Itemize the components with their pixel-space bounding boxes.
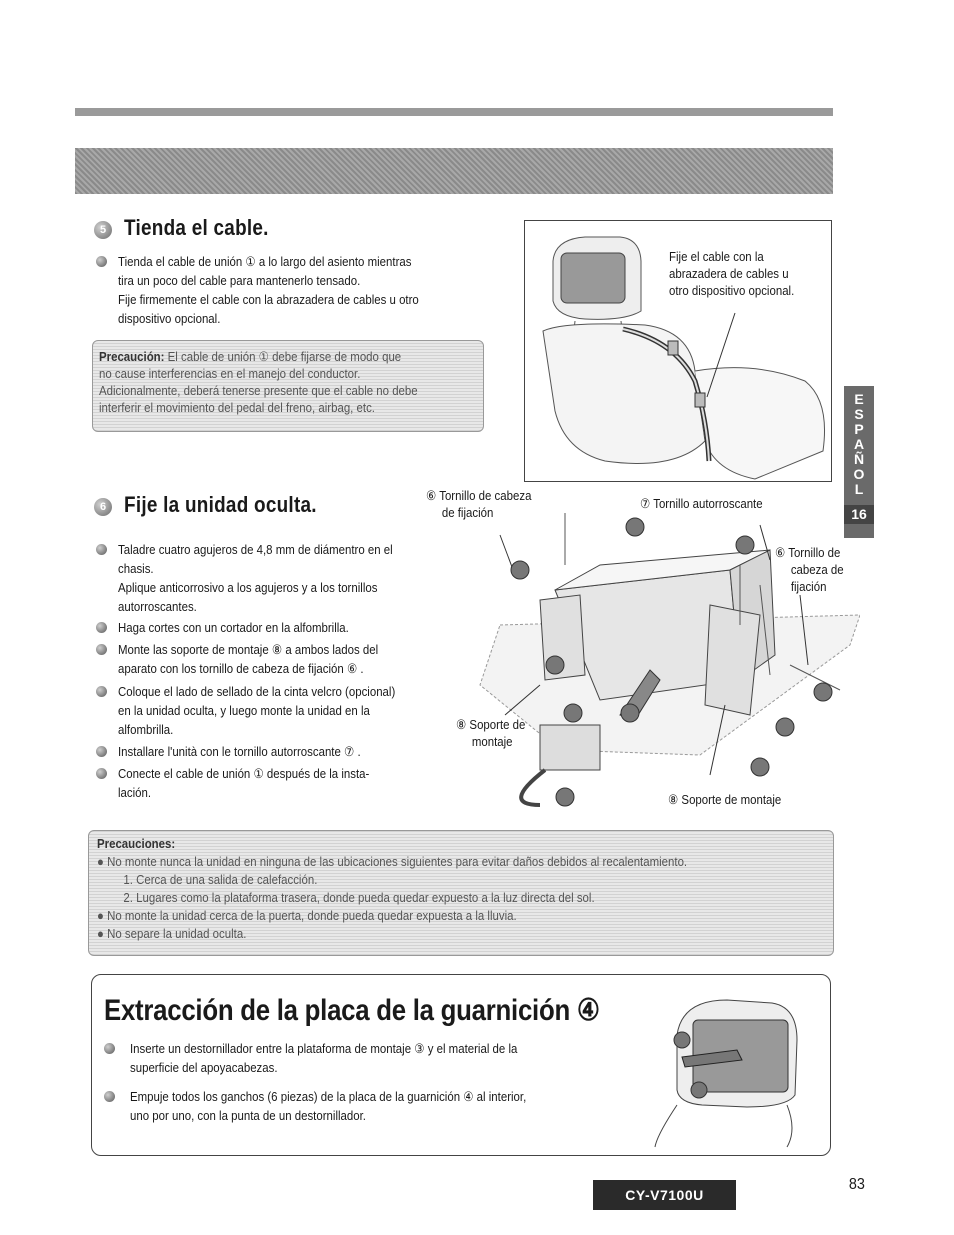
figure-label-screw-head: de fijación: [441, 505, 494, 520]
precaution-bullet-icon: ●: [97, 854, 108, 869]
step-number-icon: [96, 544, 107, 555]
step-line: Fije firmemente el cable con la abrazadera de cables u otro: [118, 292, 419, 307]
figure-label-screw-head: ⑥ Tornillo de cabeza: [426, 488, 532, 503]
caution-box: [92, 340, 484, 432]
precautions-label: Precauciones:: [97, 836, 176, 851]
step-line: Coloque el lado de sellado de la cinta velcro (opcional): [118, 684, 396, 699]
tab-letter: O: [853, 466, 865, 482]
precaution-bullet-icon: ●: [97, 908, 108, 923]
step-line: lación.: [118, 785, 152, 800]
seat-caption: Fije el cable con la: [669, 249, 764, 264]
figure-label-screw-head-right: fijación: [790, 579, 827, 594]
tab-letter: L: [854, 481, 864, 497]
step-number-icon: [96, 644, 107, 655]
step-line: en la unidad oculta, y luego monte la unidad en la: [118, 703, 370, 718]
headrest-illustration: [647, 995, 822, 1150]
step-line: autorroscantes.: [118, 599, 197, 614]
tab-letter: S: [854, 406, 864, 422]
figure-label-bracket: montaje: [471, 734, 513, 749]
precaution-bullet-icon: ●: [97, 926, 108, 941]
step-line: aparato con los tornillo de cabeza de fijación ⑥ .: [118, 661, 364, 676]
step-line: Inserte un destornillador entre la plataforma de montaje ③ y el material de la: [130, 1041, 518, 1056]
step-line: Haga cortes con un cortador en la alfombrilla.: [118, 620, 349, 635]
step-line: dispositivo opcional.: [118, 311, 221, 326]
step-number-icon: [96, 256, 107, 267]
seat-caption: otro dispositivo opcional.: [669, 283, 795, 298]
step-number-icon: [104, 1043, 115, 1054]
step-number-icon: [96, 686, 107, 697]
precaution-line: 1. Cerca de una salida de calefacción.: [123, 872, 318, 887]
caution-line: Adicionalmente, deberá tenerse presente que el cable no debe: [99, 383, 418, 398]
section6-heading: [94, 492, 317, 517]
section5-number-icon: 5: [94, 221, 112, 239]
figure-label-bracket: ⑧ Soporte de: [456, 717, 526, 732]
step-line: Taladre cuatro agujeros de 4,8 mm de diámentro en el: [118, 542, 393, 557]
figure-label-screw-head-right: ⑥ Tornillo de: [775, 545, 841, 560]
step-number-icon: [96, 746, 107, 757]
figure-label-bracket-bottom: ⑧ Soporte de montaje: [668, 792, 782, 807]
precaution-line: No separe la unidad oculta.: [107, 926, 247, 941]
tab-page-number: 16: [844, 505, 874, 524]
step-line: uno por uno, con la punta de un destornillador.: [130, 1108, 366, 1123]
seat-figure: [524, 220, 832, 482]
figure-label-screw-head-right: cabeza de: [790, 562, 844, 577]
tab-letter: Ñ: [853, 451, 865, 467]
page-number: 83: [848, 1176, 865, 1193]
section5-heading: [94, 215, 269, 240]
step-line: Empuje todos los ganchos (6 piezas) de la placa de la guarnición ④ al interior,: [130, 1089, 527, 1104]
header-band: [75, 148, 833, 194]
step-line: Conecte el cable de unión ① después de la insta-: [118, 766, 370, 781]
precaution-line: 2. Lugares como la plataforma trasera, donde pueda quedar expuesto a la luz directa del sol.: [123, 890, 595, 905]
trim-title: Extracción de la placa de la guarnición ④: [104, 994, 600, 1027]
step-line: superficie del apoyacabezas.: [130, 1060, 278, 1075]
caution-label: Precaución:: [99, 349, 165, 364]
model-badge: CY-V7100U: [593, 1180, 736, 1210]
section6-title: Fije la unidad oculta.: [124, 492, 317, 517]
step-line: tira un poco del cable para mantenerlo tensado.: [118, 273, 361, 288]
step-line: alfombrilla.: [118, 722, 174, 737]
section5-title: Tienda el cable.: [124, 215, 269, 240]
tab-letter: E: [854, 391, 864, 407]
step-number-icon: [96, 768, 107, 779]
step-line: Monte las soporte de montaje ⑧ a ambos lados del: [118, 642, 379, 657]
tab-letter: A: [853, 436, 865, 452]
caution-line: no cause interferencias en el manejo del conductor.: [99, 366, 361, 381]
step-line: Installare l'unità con le tornillo autorroscante ⑦ .: [118, 744, 361, 759]
trim-section: [91, 974, 831, 1156]
step-line: chasis.: [118, 561, 154, 576]
step-number-icon: [104, 1091, 115, 1102]
precaution-line: No monte nunca la unidad en ninguna de las ubicaciones siguientes para evitar daños debidos al recalentamiento.: [107, 854, 688, 869]
figure-label-self-tap: ⑦ Tornillo autorroscante: [640, 496, 763, 511]
precaution-line: No monte la unidad cerca de la puerta, donde pueda quedar expuesta a la lluvia.: [107, 908, 517, 923]
step-line: Aplique anticorrosivo a los agujeros y a los tornillos: [118, 580, 378, 595]
section6-number-icon: 6: [94, 498, 112, 516]
seat-caption: abrazadera de cables u: [669, 266, 789, 281]
precautions-box: [88, 830, 834, 956]
caution-line: interferir el movimiento del pedal del freno, airbag, etc.: [99, 400, 375, 415]
tab-letter: P: [854, 421, 864, 437]
top-rule: [75, 108, 833, 116]
step-number-icon: [96, 622, 107, 633]
step-line: Tienda el cable de unión ① a lo largo del asiento mientras: [118, 254, 412, 269]
caution-line: El cable de unión ① debe fijarse de modo que: [167, 349, 402, 364]
